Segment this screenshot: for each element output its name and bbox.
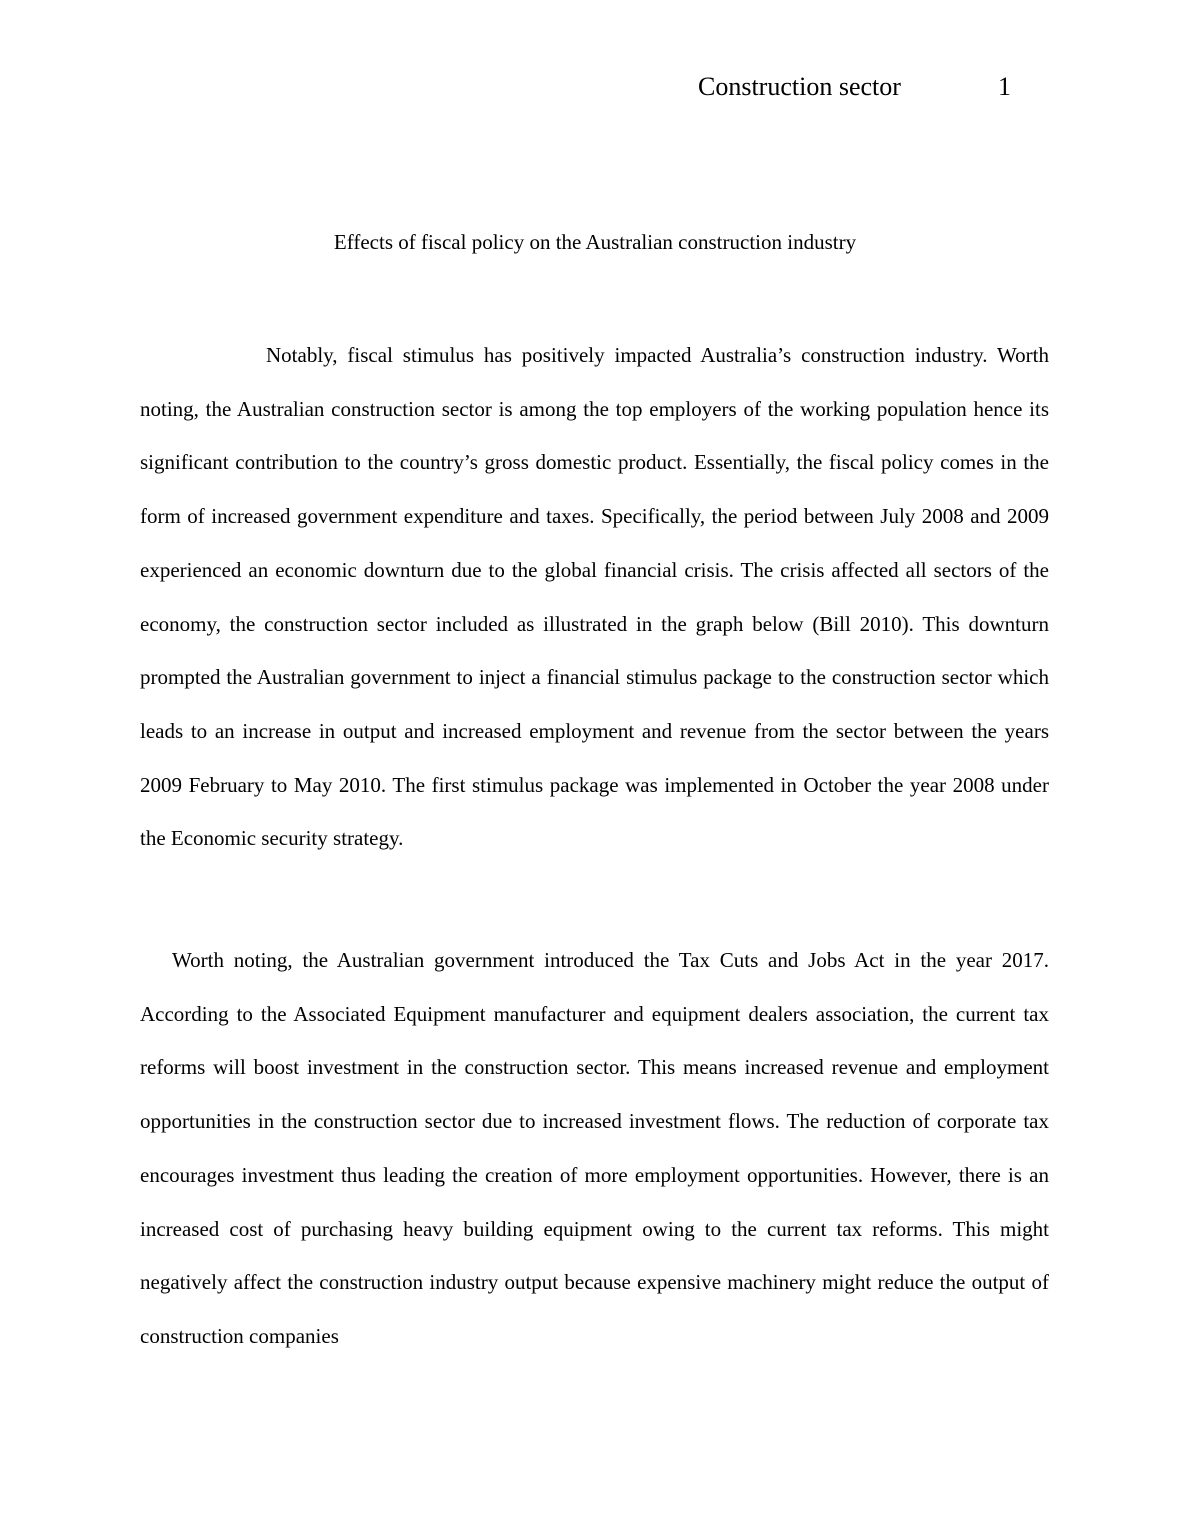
document-title: Effects of fiscal policy on the Australian construction industry [333, 230, 857, 254]
running-head: Construction sector [698, 72, 901, 101]
body-paragraph-1: Notably, fiscal stimulus has positively impacted Australia’s construction industry. Worth noting, the Australian construction sector is among the top employers of the working population hence its significant contribution to the country’s gross domestic product. Essentially, the fiscal policy comes in the form of increased government expenditure and taxes. Specifically, the period between July 2008 and 2009 experienced an economic downturn due to the global financial crisis. The crisis affected all sectors of the economy, the construction sector included as illustrated in the graph below (Bill 2010). This downturn prompted the Australian government to inject a financial stimulus package to the construction sector which leads to an increase in output and increased employment and revenue from the sector between the years 2009 February to May 2010. The first stimulus package was implemented in October the year 2008 under the Economic security strategy. [140, 343, 1049, 851]
page-number: 1 [998, 72, 1011, 101]
body-paragraph-2: Worth noting, the Australian government introduced the Tax Cuts and Jobs Act in the year 2017. According to the Associated Equipment manufacturer and equipment dealers association, the current tax reforms will boost investment in the construction sector. This means increased revenue and employment opportunities in the construction sector due to increased investment flows. The reduction of corporate tax encourages investment thus leading the creation of more employment opportunities. However, there is an increased cost of purchasing heavy building equipment owing to the current tax reforms. This might negatively affect the construction industry output because expensive machinery might reduce the output of construction companies [140, 948, 1049, 1348]
